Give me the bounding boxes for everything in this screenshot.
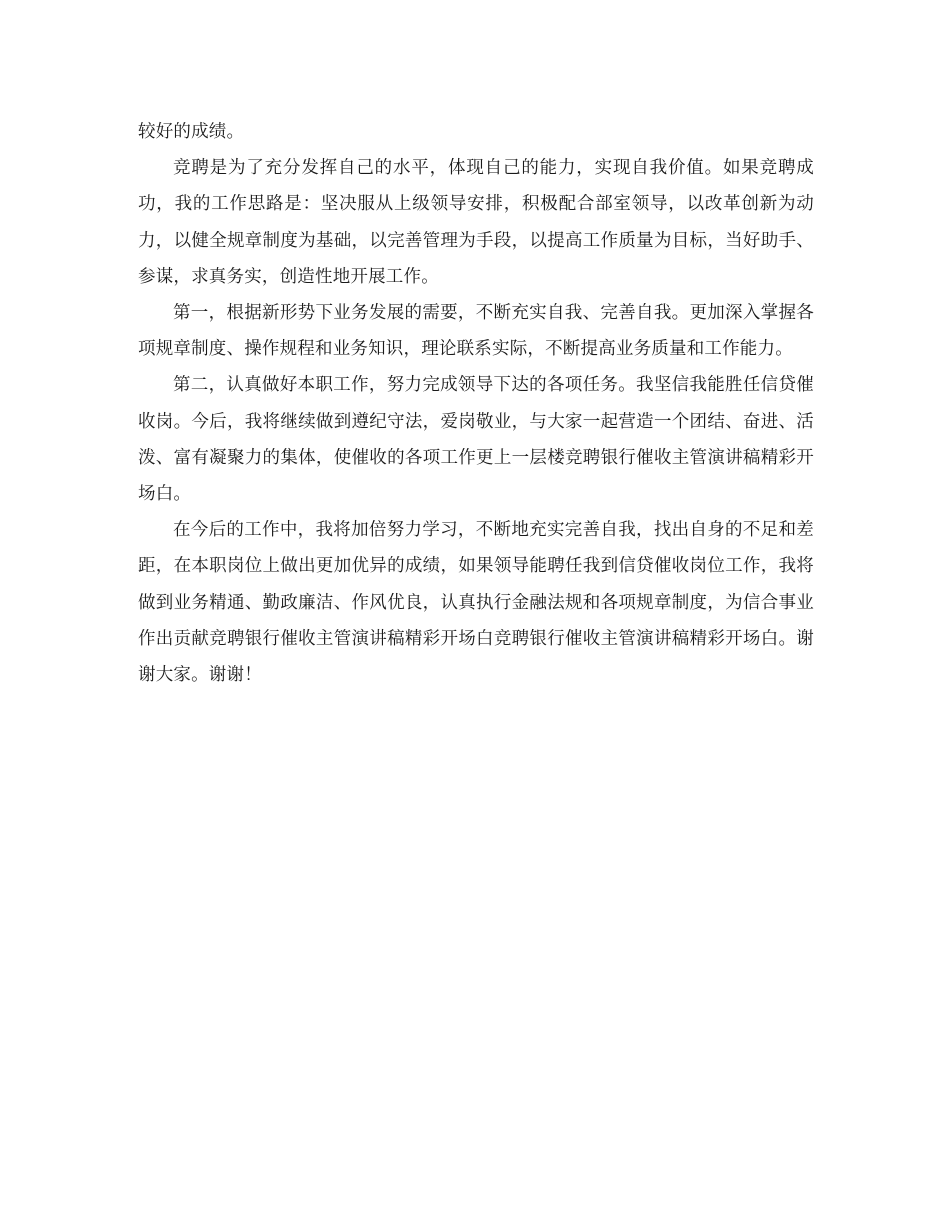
document-body [138,114,814,693]
paragraph-closing: 在今后的工作中，我将加倍努力学习，不断地充实完善自我，找出自身的不足和差距，在本职岗位上做出更加优异的成绩，如果领导能聘任我到信贷催收岗位工作，我将做到业务精通、勤政廉洁、作风优良，认真执行金融法规和各项规章制度，为信合事业作出贡献竞聘银行催收主管演讲稿精彩开场白竞聘银行催收主管演讲稿精彩开场白。谢谢大家。谢谢！ [138,520,814,686]
paragraph-intro: 竞聘是为了充分发挥自己的水平，体现自己的能力，实现自我价值。如果竞聘成功，我的工作思路是：坚决服从上级领导安排，积极配合部室领导，以改革创新为动力，以健全规章制度为基础，以完善管理为手段，以提高工作质量为目标，当好助手、参谋，求真务实，创造性地开展工作。 [138,158,814,287]
paragraph-second-point: 第二，认真做好本职工作，努力完成领导下达的各项任务。我坚信我能胜任信贷催收岗。今后，我将继续做到遵纪守法，爱岗敬业，与大家一起营造一个团结、奋进、活泼、富有凝聚力的集体，使催收的各项工作更上一层楼竞聘银行催收主管演讲稿精彩开场白。 [138,375,814,505]
paragraph-first-point: 第一，根据新形势下业务发展的需要，不断充实自我、完善自我。更加深入掌握各项规章制度、操作规程和业务知识，理论联系实际，不断提高业务质量和工作能力。 [138,303,814,360]
paragraph-continuation: 较好的成绩。 [138,122,245,142]
